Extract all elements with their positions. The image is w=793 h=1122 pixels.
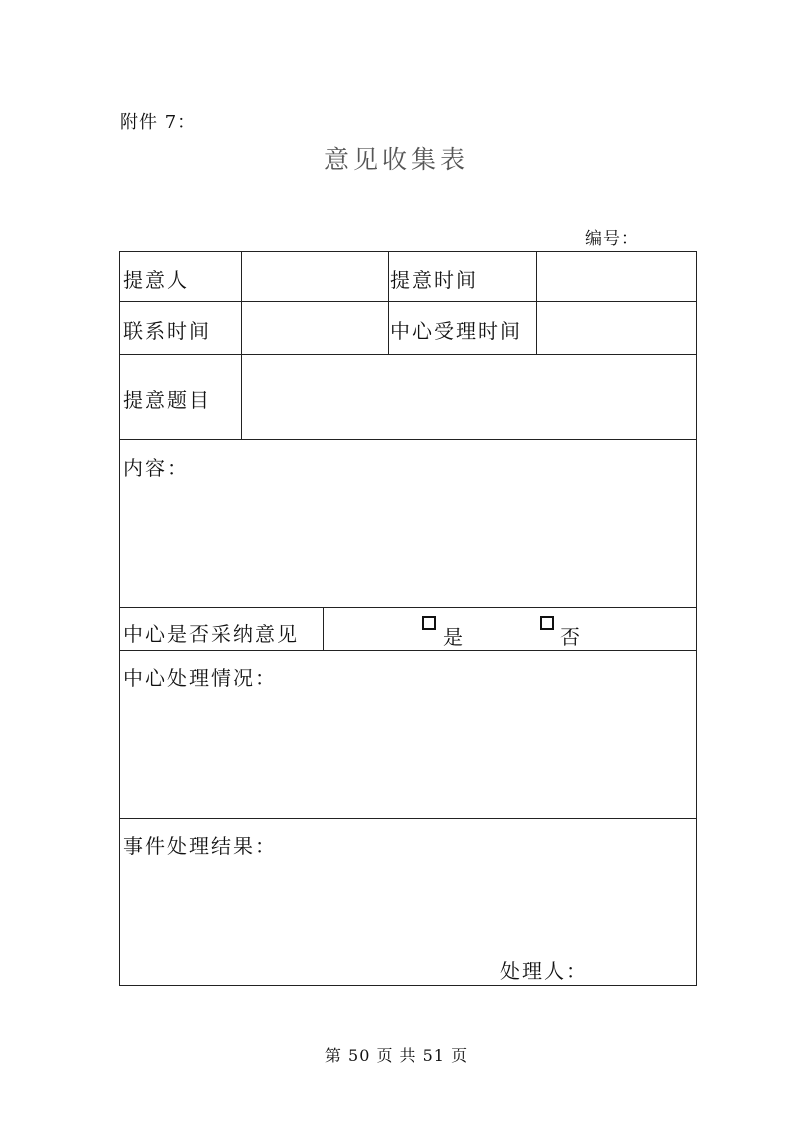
attachment-label: 附件 7：	[120, 112, 197, 133]
content-label: 内容：	[123, 456, 189, 480]
handler-label: 处理人：	[500, 959, 588, 983]
handling-result-field[interactable]	[120, 860, 696, 950]
submit-time-label: 提意时间	[390, 268, 478, 292]
adopt-no-checkbox[interactable]	[540, 616, 554, 630]
subject-label: 提意题目	[123, 388, 211, 412]
column-divider	[323, 607, 324, 650]
page-number: 第 50 页 共 51 页	[324, 1046, 469, 1065]
row-divider	[120, 439, 696, 440]
row-divider	[120, 818, 696, 819]
center-accept-time-field[interactable]	[537, 302, 696, 354]
column-divider	[388, 252, 389, 354]
adopt-yes-label: 是	[443, 625, 465, 649]
serial-number-label: 编号：	[585, 229, 639, 249]
handling-status-field[interactable]	[120, 692, 696, 818]
submitter-label: 提意人	[123, 268, 189, 292]
row-divider	[120, 650, 696, 651]
submit-time-field[interactable]	[537, 252, 696, 301]
row-divider	[120, 607, 696, 608]
handling-result-label: 事件处理结果：	[123, 834, 277, 858]
page-title: 意见收集表	[323, 145, 469, 174]
center-accept-time-label: 中心受理时间	[390, 319, 522, 343]
adopt-no-label: 否	[560, 625, 582, 649]
content-field[interactable]	[120, 482, 696, 607]
contact-time-label: 联系时间	[123, 319, 211, 343]
handling-status-label: 中心处理情况：	[123, 666, 277, 690]
opinion-form-table	[119, 251, 697, 986]
subject-field[interactable]	[242, 355, 696, 439]
adopt-yes-checkbox[interactable]	[422, 616, 436, 630]
adopt-opinion-label: 中心是否采纳意见	[123, 622, 299, 646]
contact-time-field[interactable]	[242, 302, 388, 354]
submitter-field[interactable]	[242, 252, 388, 301]
